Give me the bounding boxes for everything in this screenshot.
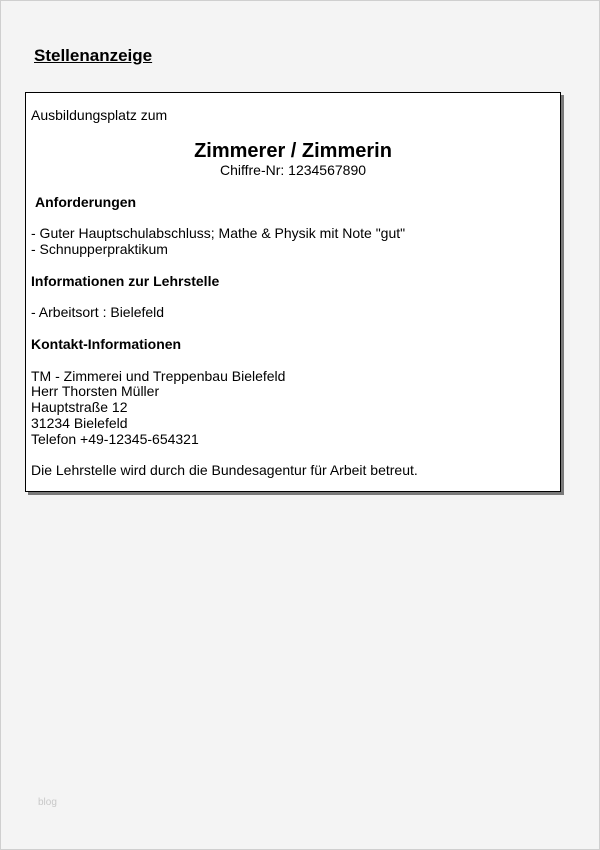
- position-info-item: - Arbeitsort : Bielefeld: [31, 304, 165, 320]
- requirements-heading: Anforderungen: [35, 194, 137, 210]
- contact-company: TM - Zimmerei und Treppenbau Bielefeld: [31, 368, 286, 384]
- contact-street: Hauptstraße 12: [31, 399, 128, 415]
- contact-person: Herr Thorsten Müller: [31, 383, 160, 399]
- footer-note: Die Lehrstelle wird durch die Bundesagentur für Arbeit betreut.: [31, 462, 418, 478]
- contact-heading: Kontakt-Informationen: [31, 336, 182, 352]
- contact-phone: Telefon +49-12345-654321: [31, 431, 199, 447]
- contact-city: 31234 Bielefeld: [31, 415, 128, 431]
- ad-intro: Ausbildungsplatz zum: [31, 107, 168, 123]
- watermark-text: blog: [38, 797, 57, 808]
- position-info-heading: Informationen zur Lehrstelle: [31, 273, 220, 289]
- page-title: Stellenanzeige: [34, 46, 153, 65]
- requirement-item: - Schnupperpraktikum: [31, 241, 168, 257]
- requirement-item: - Guter Hauptschulabschluss; Mathe & Physik mit Note "gut": [31, 225, 406, 241]
- job-title: Zimmerer / Zimmerin: [194, 140, 392, 162]
- chiffre-number: Chiffre-Nr: 1234567890: [219, 162, 367, 178]
- job-ad-box: [25, 92, 561, 492]
